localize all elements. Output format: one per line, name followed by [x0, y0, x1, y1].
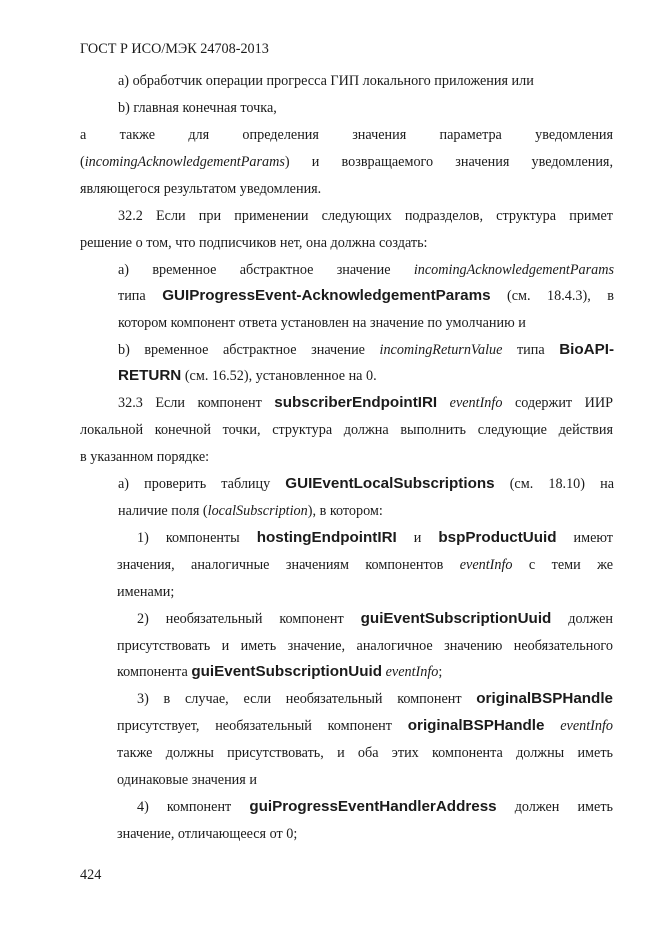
paragraph-line: (incomingAcknowledgementParams) и возвращаемого значения уведомления,	[80, 154, 613, 170]
list-item-line: наличие поля (localSubscription), в котором:	[118, 503, 383, 519]
sub-item-line: 3) в случае, если необязательный компонент originalBSPHandle	[137, 690, 613, 707]
paragraph-line: решение о том, что подписчиков нет, она должна создать:	[80, 235, 428, 251]
list-item-line: типа GUIProgressEvent-AcknowledgementParams (см. 18.4.3), в	[118, 287, 614, 304]
sub-item-line: 4) компонент guiProgressEventHandlerAddress должен иметь	[137, 798, 614, 815]
paragraph-line: а) обработчик операции прогресса ГИП локального приложения или	[118, 73, 534, 89]
sub-item-line: компонента guiEventSubscriptionUuid eventInfo;	[117, 663, 443, 680]
sub-item-line: также должны присутствовать, и оба этих компонента должны иметь	[117, 745, 613, 761]
sub-item-line: 2) необязательный компонент guiEventSubscriptionUuid должен	[137, 610, 613, 627]
list-item-line: котором компонент ответа установлен на значение по умолчанию и	[118, 315, 526, 331]
paragraph-line: b) главная конечная точка,	[118, 100, 277, 116]
paragraph-line: являющегося результатом уведомления.	[80, 181, 322, 197]
sub-item-line: присутствует, необязательный компонент originalBSPHandle eventInfo	[117, 717, 614, 734]
paragraph-line: а также для определения значения параметра уведомления	[80, 127, 614, 143]
section-32-2-line: 32.2 Если при применении следующих подразделов, структура примет	[118, 208, 613, 224]
sub-item-line: значения, аналогичные значениям компонентов eventInfo с теми же	[117, 557, 614, 573]
sub-item-line: значение, отличающееся от 0;	[117, 826, 298, 842]
sub-item-line: одинаковые значения и	[117, 772, 257, 788]
running-header: ГОСТ Р ИСО/МЭК 24708-2013	[80, 41, 269, 57]
list-item-line: а) временное абстрактное значение incomingAcknowledgementParams	[118, 262, 614, 278]
sub-item-line: присутствовать и иметь значение, аналогичное значению необязательного	[117, 638, 613, 654]
sub-item-line: именами;	[117, 584, 175, 600]
list-item-line: b) временное абстрактное значение incomingReturnValue типа BioAPI-	[118, 341, 615, 358]
list-item-line: а) проверить таблицу GUIEventLocalSubscriptions (см. 18.10) на	[118, 475, 614, 492]
page-number: 424	[80, 867, 102, 883]
section-32-3-line: 32.3 Если компонент subscriberEndpointIRI eventInfo содержит ИИР	[118, 394, 614, 411]
sub-item-line: 1) компоненты hostingEndpointIRI и bspProductUuid имеют	[137, 529, 614, 546]
paragraph-line: локальной конечной точки, структура должна выполнить следующие действия	[80, 422, 613, 438]
paragraph-line: в указанном порядке:	[80, 449, 210, 465]
list-item-line: RETURN (см. 16.52), установленное на 0.	[118, 367, 377, 384]
